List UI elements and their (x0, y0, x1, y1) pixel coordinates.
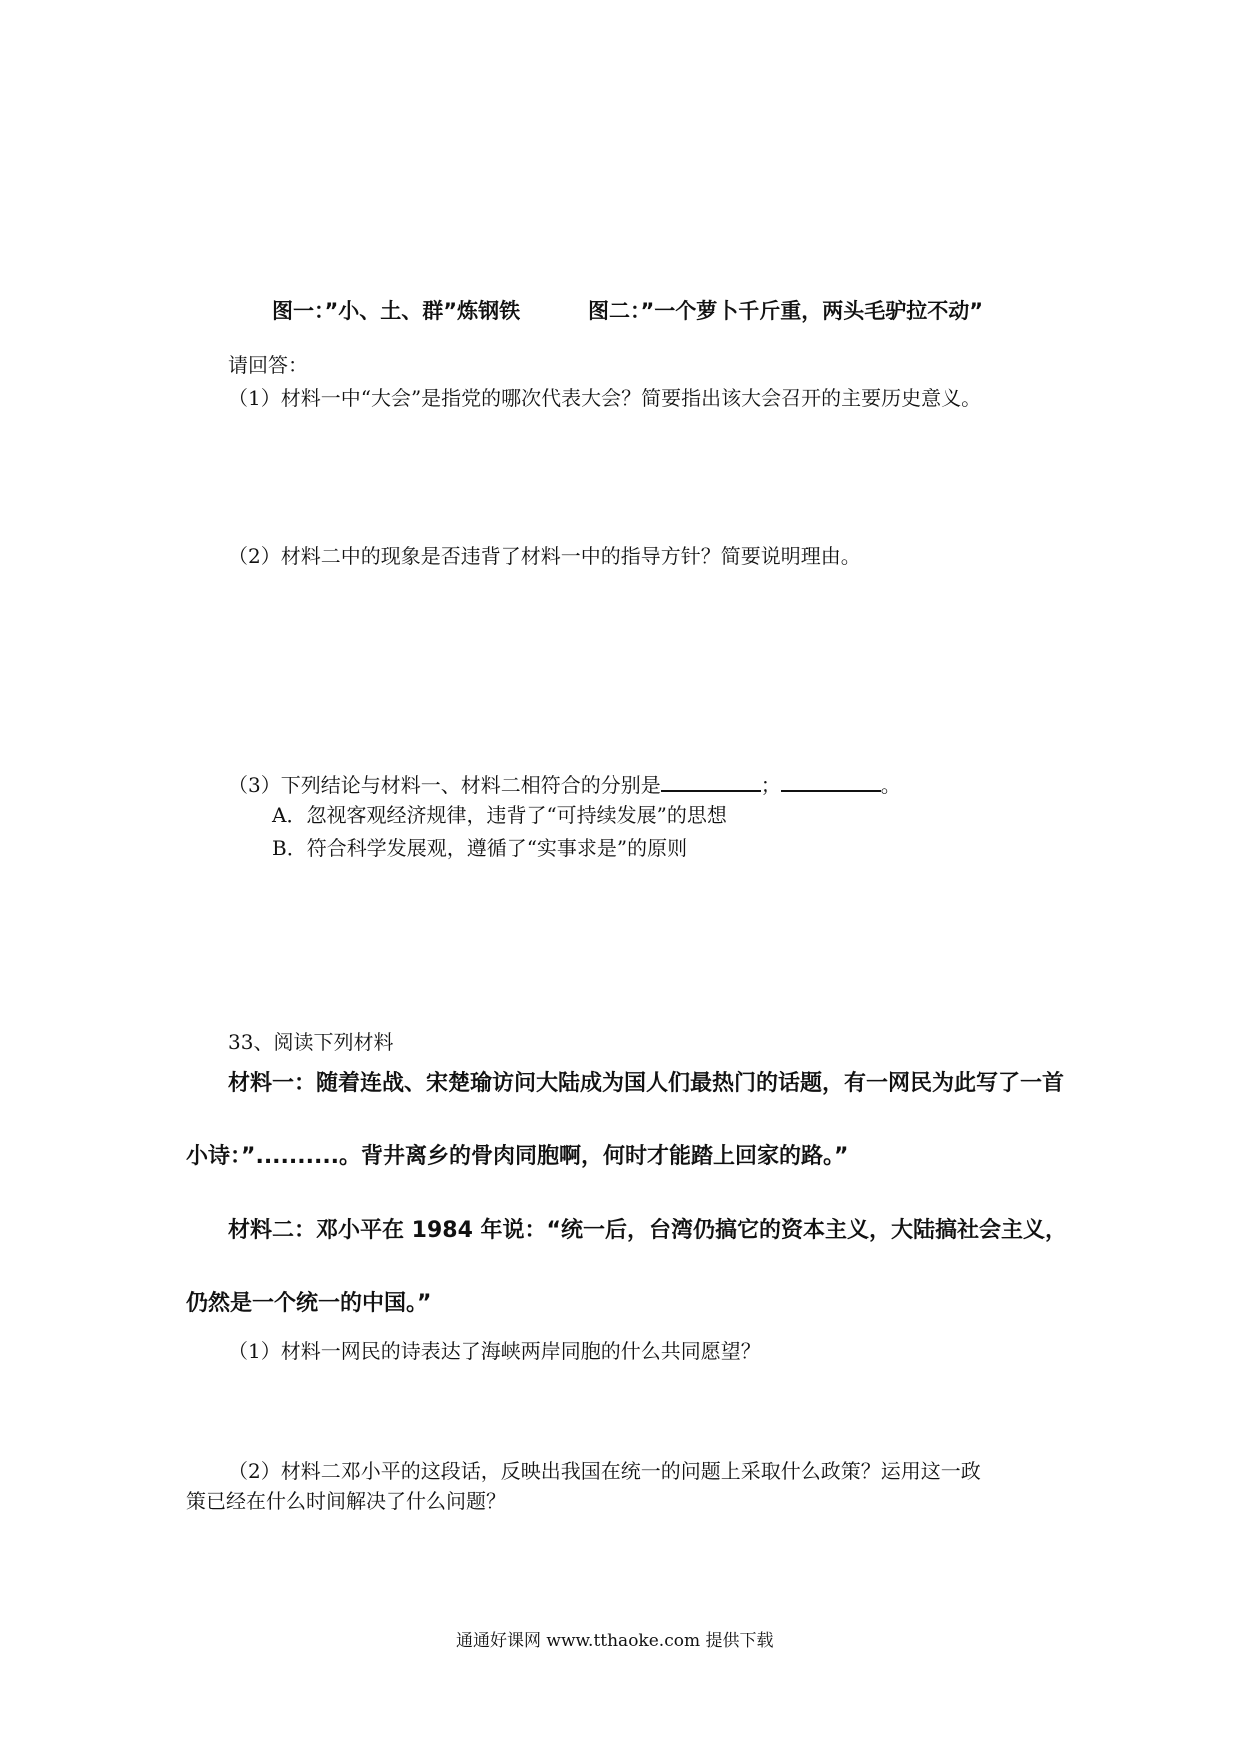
question-33-1: （1）材料一网民的诗表达了海峡两岸同胞的什么共同愿望？ (228, 1339, 761, 1363)
figure-2-caption: 图二：”一个萝卜千斤重，两头毛驴拉不动” (588, 299, 984, 323)
material-1-line-2: 小诗：”..........。背井离乡的骨肉同胞啊，何时才能踏上回家的路。” (186, 1144, 849, 1169)
question-3-text: （3）下列结论与材料一、材料二相符合的分别是 (228, 773, 661, 797)
answer-blank-1[interactable] (661, 772, 761, 792)
question-3-separator: ； (760, 773, 781, 797)
answer-blank-2[interactable] (781, 772, 881, 792)
question-33-2-line-1: （2）材料二邓小平的这段话，反映出我国在统一的问题上采取什么政策？运用这一政 (228, 1459, 981, 1483)
question-33-heading: 33、阅读下列材料 (228, 1030, 394, 1054)
question-2: （2）材料二中的现象是否违背了材料一中的指导方针？简要说明理由。 (228, 544, 861, 568)
page-footer: 通通好课网 www.tthaoke.com 提供下载 (456, 1631, 774, 1651)
question-3 (228, 772, 901, 795)
question-1: （1）材料一中“大会”是指党的哪次代表大会？简要指出该大会召开的主要历史意义。 (228, 386, 982, 410)
question-33-2-line-2: 策已经在什么时间解决了什么问题？ (186, 1489, 506, 1513)
figure-1-caption: 图一：”小、土、群”炼钢铁 (272, 299, 521, 323)
answer-prompt: 请回答： (228, 353, 308, 377)
material-1-line-1: 材料一：随着连战、宋楚瑜访问大陆成为国人们最热门的话题，有一网民为此写了一首 (228, 1071, 1065, 1096)
question-3-end: 。 (880, 773, 901, 797)
option-a: A．忽视客观经济规律，违背了“可持续发展”的思想 (272, 803, 727, 827)
material-2-line-2: 仍然是一个统一的中国。” (186, 1291, 432, 1316)
option-b: B．符合科学发展观，遵循了“实事求是”的原则 (272, 836, 688, 860)
material-2-line-1: 材料二：邓小平在 1984 年说：“统一后，台湾仍搞它的资本主义，大陆搞社会主义， (228, 1218, 1068, 1243)
